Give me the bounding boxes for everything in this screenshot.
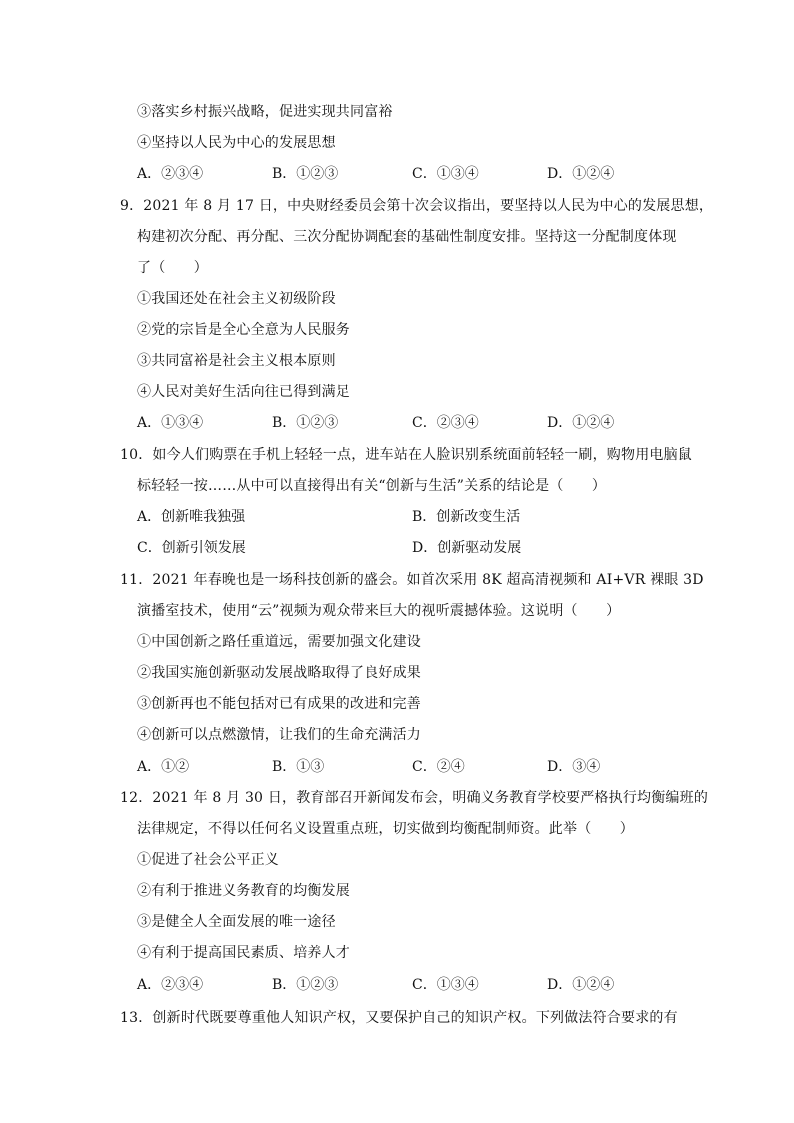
q13-stem-line-1: 13．创新时代既要尊重他人知识产权，又要保护自己的知识产权。下列做法符合要求的有 <box>120 1010 678 1026</box>
q9-stem-line-2: 构建初次分配、再分配、三次分配协调配套的基础性制度安排。坚持这一分配制度体现 <box>137 229 677 245</box>
q9-option-a: A．①③④ <box>137 415 204 431</box>
q11-item-1: ①中国创新之路任重道远，需要加强文化建设 <box>137 634 421 650</box>
q11-item-4: ④创新可以点燃激情，让我们的生命充满活力 <box>137 727 421 743</box>
q9-item-3: ③共同富裕是社会主义根本原则 <box>137 353 336 369</box>
q12-option-a: A．②③④ <box>137 977 204 993</box>
q12-item-1: ①促进了社会公平正义 <box>137 852 279 868</box>
q10-option-d: D．创新驱动发展 <box>412 540 522 556</box>
q10-stem-line-1: 10．如今人们购票在手机上轻轻一点，进车站在人脸识别系统面前轻轻一刷，购物用电脑鼠 <box>120 447 693 463</box>
q12-option-b: B．①②③ <box>272 977 339 993</box>
q11-option-d: D．③④ <box>547 759 601 775</box>
q10-stem-line-2: 标轻轻一按……从中可以直接得出有关“创新与生活”关系的结论是（ ） <box>137 478 607 494</box>
q11-option-c: C．②④ <box>412 759 465 775</box>
q9-item-1: ①我国还处在社会主义初级阶段 <box>137 291 336 307</box>
q11-option-b: B．①③ <box>272 759 325 775</box>
q9-stem-line-1: 9．2021 年 8 月 17 日，中央财经委员会第十次会议指出，要坚持以人民为中心的发展思想， <box>120 198 714 214</box>
q9-item-4: ④人民对美好生活向往已得到满足 <box>137 384 350 400</box>
q8-item-3: ③落实乡村振兴战略，促进实现共同富裕 <box>137 104 393 120</box>
q12-stem-line-2: 法律规定，不得以任何名义设置重点班，切实做到均衡配制师资。此举（ ） <box>137 821 634 837</box>
q12-option-d: D．①②④ <box>547 977 615 993</box>
q11-stem-line-2: 演播室技术，使用“云”视频为观众带来巨大的视听震撼体验。这说明（ ） <box>137 603 621 619</box>
q9-option-c: C．②③④ <box>412 415 479 431</box>
q11-stem-line-1: 11．2021 年春晚也是一场科技创新的盛会。如首次采用 8K 超高清视频和 AI+VR 裸眼 3D <box>120 572 704 588</box>
q8-option-c: C．①③④ <box>412 166 479 182</box>
q9-option-b: B．①②③ <box>272 415 339 431</box>
q8-option-a: A．②③④ <box>137 166 204 182</box>
q12-item-2: ②有利于推进义务教育的均衡发展 <box>137 883 350 899</box>
q12-item-4: ④有利于提高国民素质、培养人才 <box>137 945 350 961</box>
q8-option-d: D．①②④ <box>547 166 615 182</box>
q10-option-a: A．创新唯我独强 <box>137 509 246 525</box>
q12-stem-line-1: 12．2021 年 8 月 30 日，教育部召开新闻发布会，明确义务教育学校要严格执行均衡编班的 <box>120 790 709 806</box>
q9-option-d: D．①②④ <box>547 415 615 431</box>
q8-option-b: B．①②③ <box>272 166 339 182</box>
q11-item-3: ③创新再也不能包括对已有成果的改进和完善 <box>137 696 421 712</box>
q9-item-2: ②党的宗旨是全心全意为人民服务 <box>137 322 350 338</box>
q8-item-4: ④坚持以人民为中心的发展思想 <box>137 135 336 151</box>
q11-option-a: A．①② <box>137 759 190 775</box>
q12-option-c: C．①③④ <box>412 977 479 993</box>
q9-stem-line-3: 了（ ） <box>137 260 208 276</box>
q10-option-b: B．创新改变生活 <box>412 509 521 525</box>
q10-option-c: C．创新引领发展 <box>137 540 246 556</box>
q11-item-2: ②我国实施创新驱动发展战略取得了良好成果 <box>137 665 421 681</box>
q12-item-3: ③是健全人全面发展的唯一途径 <box>137 914 336 930</box>
